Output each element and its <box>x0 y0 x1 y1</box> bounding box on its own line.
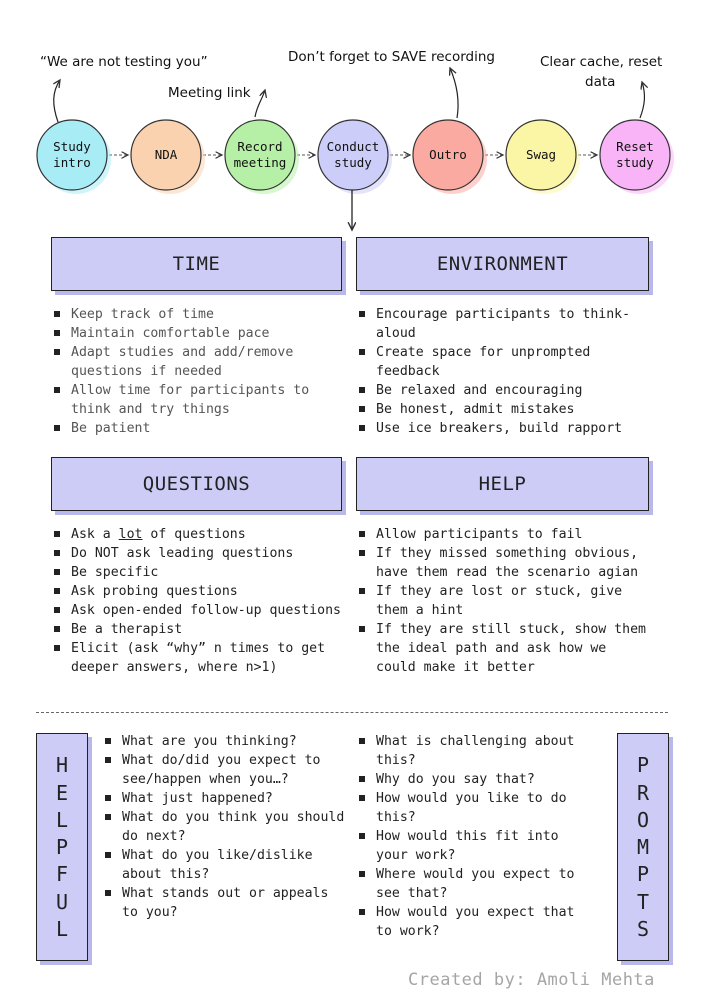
helpful-label-box <box>36 733 88 961</box>
note-reset-line1: Clear cache, reset <box>540 54 663 70</box>
vertical-letter: E <box>55 780 69 805</box>
flow-step-label: Conduct <box>326 139 380 154</box>
list-item: How would this fit into your work? <box>358 827 598 865</box>
questions-list <box>53 525 353 677</box>
vertical-letter: T <box>636 889 650 914</box>
list-item: Use ice breakers, build rapport <box>358 419 658 438</box>
underlined-word: lot <box>118 527 143 542</box>
list-item: How would you like to do this? <box>358 789 598 827</box>
flow-step-conduct-study <box>318 120 392 194</box>
credit-text: Created by: Amoli Mehta <box>408 970 655 990</box>
vertical-letter: O <box>636 807 650 832</box>
note-record-meeting: Meeting link <box>168 85 251 101</box>
list-item: Create space for unprompted feedback <box>358 343 658 381</box>
list-item: Ask probing questions <box>53 582 353 601</box>
flow-step-label: Record <box>237 139 283 154</box>
help-header <box>356 457 649 511</box>
list-item: Keep track of time <box>53 305 343 324</box>
list-item: If they missed something obvious, have them read the scenario agian <box>358 544 653 582</box>
vertical-letter: L <box>55 807 69 832</box>
flow-step-label: Study <box>53 139 91 154</box>
list-item: Allow participants to fail <box>358 525 653 544</box>
time-header <box>51 237 342 291</box>
vertical-letter: H <box>55 753 69 778</box>
list-item: Be patient <box>53 419 343 438</box>
vertical-letter: M <box>636 835 650 859</box>
time-title: TIME <box>172 253 221 275</box>
time-list <box>53 305 343 438</box>
list-item: Ask a lot of questions <box>53 525 353 544</box>
flow-step-label: Reset <box>616 139 654 154</box>
questions-header <box>51 457 342 511</box>
prompts-label-box <box>617 733 669 961</box>
vertical-letter: P <box>636 862 650 887</box>
list-item: Allow time for participants to think and try things <box>53 381 343 419</box>
questions-title: QUESTIONS <box>142 473 251 495</box>
list-item: Be relaxed and encouraging <box>358 381 658 400</box>
vertical-letter: F <box>55 862 69 887</box>
list-item: Do NOT ask leading questions <box>53 544 353 563</box>
list-item: Adapt studies and add/remove questions if needed <box>53 343 343 381</box>
note-outro: Don’t forget to SAVE recording <box>288 49 495 65</box>
note-reset-line2: data <box>585 74 616 90</box>
flow-step-study-intro <box>37 120 111 194</box>
list-item: Elicit (ask “why” n times to get deeper answers, where n>1) <box>53 639 353 677</box>
vertical-letter: P <box>55 835 69 859</box>
flow-step-label: NDA <box>154 147 178 162</box>
list-item: Where would you expect to see that? <box>358 865 598 903</box>
flow-step-label: Outro <box>429 147 467 162</box>
list-item: How would you expect that to work? <box>358 903 598 941</box>
list-item: Why do you say that? <box>358 770 598 789</box>
flow-step-swag <box>506 120 580 194</box>
dashed-divider <box>36 712 668 713</box>
note-study-intro: “We are not testing you” <box>40 54 208 70</box>
flow-step-outro <box>413 120 487 194</box>
vertical-letter: U <box>55 889 69 914</box>
list-item: Ask open-ended follow-up questions <box>53 601 353 620</box>
flow-step-nda <box>131 120 205 194</box>
flow-step-label: intro <box>53 155 91 170</box>
list-item: What is challenging about this? <box>358 732 598 770</box>
flow-step-record-meeting <box>225 120 299 194</box>
vertical-letter: P <box>636 753 650 778</box>
flow-step-label: study <box>616 155 654 170</box>
list-item: What do you like/dislike about this? <box>104 846 352 884</box>
list-item: Be a therapist <box>53 620 353 639</box>
process-flow <box>0 0 707 240</box>
help-list <box>358 525 653 677</box>
list-item: What do you think you should do next? <box>104 808 352 846</box>
prompts-list-left <box>104 732 352 922</box>
list-item: Be specific <box>53 563 353 582</box>
environment-list <box>358 305 658 438</box>
environment-title: ENVIRONMENT <box>436 253 569 275</box>
list-item: What just happened? <box>104 789 352 808</box>
flow-step-label: meeting <box>233 155 287 170</box>
list-item: Encourage participants to think-aloud <box>358 305 658 343</box>
list-item: What stands out or appeals to you? <box>104 884 352 922</box>
help-title: HELP <box>478 473 527 495</box>
vertical-letter: L <box>55 916 69 941</box>
list-item: What do/did you expect to see/happen when you…? <box>104 751 352 789</box>
prompts-list-right <box>358 732 598 941</box>
flow-step-label: study <box>334 155 372 170</box>
list-item: What are you thinking? <box>104 732 352 751</box>
list-item: Be honest, admit mistakes <box>358 400 658 419</box>
vertical-letter: R <box>636 780 650 805</box>
list-item: If they are still stuck, show them the ideal path and ask how we could make it better <box>358 620 653 677</box>
vertical-letter: S <box>636 916 650 941</box>
list-item: Maintain comfortable pace <box>53 324 343 343</box>
list-item: If they are lost or stuck, give them a hint <box>358 582 653 620</box>
flow-step-reset-study <box>600 120 674 194</box>
flow-step-label: Swag <box>525 147 557 162</box>
environment-header <box>356 237 649 291</box>
